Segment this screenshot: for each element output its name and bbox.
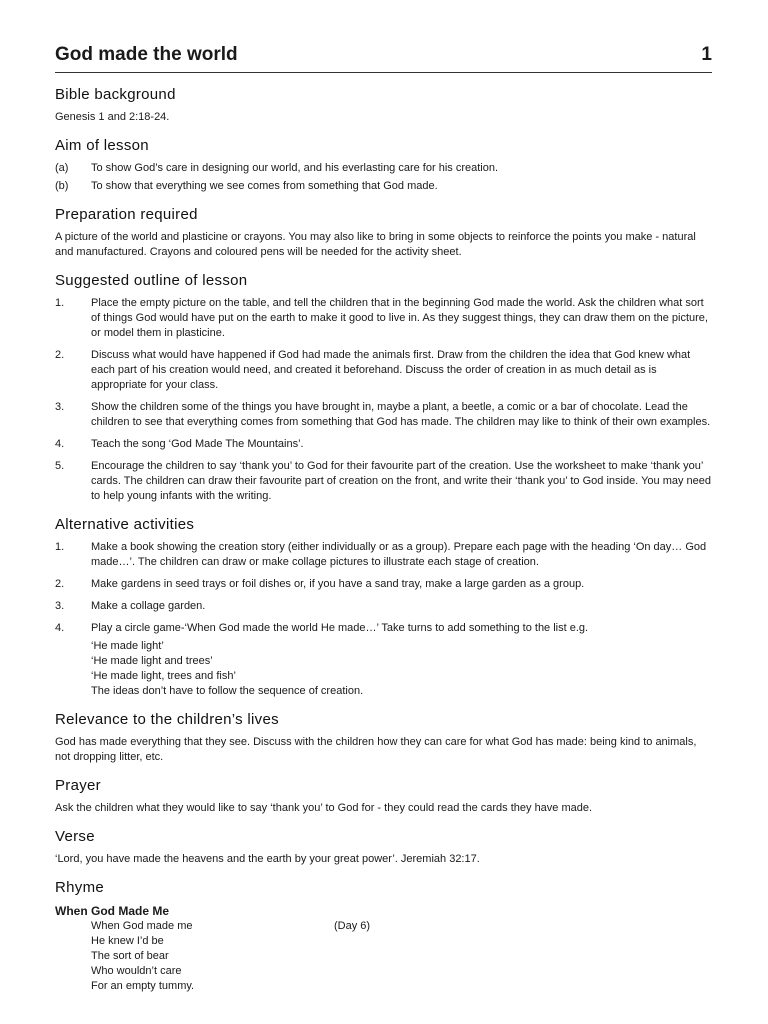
item-label: 3. xyxy=(55,401,65,413)
item-text: Place the empty picture on the table, and tell the children that in the beginning God made the world. Ask the children what sort of things God would have put on the earth to make it good to live in. As they suggest things, they can draw them on the picture, or model them in plasticine. xyxy=(91,297,708,339)
rhyme-title: When God Made Me xyxy=(55,904,169,918)
item-label: (b) xyxy=(55,180,69,192)
example-line: ‘He made light, trees and fish’ xyxy=(91,670,236,682)
verse-text: ‘Lord, you have made the heavens and the earth by your great power’. Jeremiah 32:17. xyxy=(55,853,480,865)
item-label: 2. xyxy=(55,349,65,361)
section-heading: Verse xyxy=(55,828,95,845)
item-text: Discuss what would have happened if God had made the animals first. Draw from the children the idea that God knew what each part of his creation would need, and created it beforehand. Discuss the order of creation in as much detail as is appropriate for your class. xyxy=(91,349,691,391)
lesson-content xyxy=(55,84,712,1004)
section-heading: Alternative activities xyxy=(55,516,195,533)
section-verse xyxy=(55,826,712,867)
item-label: 1. xyxy=(55,541,65,553)
section-heading: Aim of lesson xyxy=(55,137,149,154)
prayer-text: Ask the children what they would like to say ‘thank you’ to God for - they could read the cards they have made. xyxy=(55,802,593,814)
example-line: ‘He made light’ xyxy=(91,640,164,652)
section-aim xyxy=(55,135,712,194)
section-rhyme xyxy=(55,877,712,994)
page-number: 1 xyxy=(701,44,712,65)
list-item xyxy=(55,161,712,176)
rhyme-line: Who wouldn’t care xyxy=(91,965,182,977)
item-text: Make gardens in seed trays or foil dishes or, if you have a sand tray, make a large garden as a group. xyxy=(91,578,585,590)
item-text: Show the children some of the things you have brought in, maybe a plant, a beetle, a comic or a bar of chocolate. Lead the children to see that everything comes from something that God has made. The children may like to think of their own examples. xyxy=(91,401,711,428)
item-text: Teach the song ‘God Made The Mountains’. xyxy=(91,438,304,450)
section-heading: Relevance to the children’s lives xyxy=(55,711,279,728)
rhyme-line: He knew I’d be xyxy=(91,935,164,947)
section-outline xyxy=(55,270,712,504)
rhyme-day: (Day 6) xyxy=(334,920,371,932)
rhyme-line xyxy=(55,919,712,934)
section-prayer xyxy=(55,775,712,816)
page-header xyxy=(55,43,712,67)
section-heading: Rhyme xyxy=(55,879,105,896)
item-text: To show God’s care in designing our world, and his everlasting care for his creation. xyxy=(91,162,499,174)
list-item xyxy=(55,540,712,570)
list-item xyxy=(55,296,712,341)
preparation-text: A picture of the world and plasticine or crayons. You may also like to bring in some objects to reinforce the points you make - natural and manufactured. Crayons and coloured pens will be needed for the activity sheet. xyxy=(55,231,696,258)
item-label: 5. xyxy=(55,460,65,472)
list-item xyxy=(55,348,712,393)
rhyme-line: For an empty tummy. xyxy=(91,980,195,992)
section-bible-background xyxy=(55,84,712,125)
item-label: 2. xyxy=(55,578,65,590)
item-text: Make a collage garden. xyxy=(91,600,206,612)
list-item xyxy=(55,459,712,504)
relevance-text: God has made everything that they see. Discuss with the children how they can care for what God has made: being kind to animals, not dropping litter, etc. xyxy=(55,736,697,763)
example-line: ‘He made light and trees’ xyxy=(91,655,213,667)
bible-reference: Genesis 1 and 2:18-24. xyxy=(55,111,170,123)
list-item xyxy=(55,599,712,614)
section-preparation xyxy=(55,204,712,260)
section-heading: Bible background xyxy=(55,86,176,103)
rhyme-line: The sort of bear xyxy=(91,950,169,962)
item-label: 1. xyxy=(55,297,65,309)
section-heading: Suggested outline of lesson xyxy=(55,272,248,289)
item-text: Encourage the children to say ‘thank you’ to God for their favourite part of the creation. Use the worksheet to make ‘thank you’ cards. The children can draw their favourite part of creation on the front, and write their ‘thank you’ to God inside. You may need to help young infants with the writing. xyxy=(91,460,712,502)
item-text: Make a book showing the creation story (either individually or as a group). Prepare each page with the heading ‘On day… God made…’. The children can draw or make collage pictures to illustrate each stage of creation. xyxy=(91,541,707,568)
section-heading: Prayer xyxy=(55,777,101,794)
item-label: 3. xyxy=(55,600,65,612)
item-label: 4. xyxy=(55,622,65,634)
section-alternative xyxy=(55,514,712,699)
item-text: Play a circle game-‘When God made the world He made…’ Take turns to add something to the list e.g. xyxy=(91,622,589,634)
list-item xyxy=(55,179,712,194)
section-heading: Preparation required xyxy=(55,206,198,223)
section-relevance xyxy=(55,709,712,765)
rhyme-line-text: When God made me xyxy=(91,920,193,932)
item-text: To show that everything we see comes from something that God made. xyxy=(91,180,438,192)
item-label: (a) xyxy=(55,162,69,174)
page-title: God made the world xyxy=(55,44,238,65)
list-item xyxy=(55,621,712,636)
list-item xyxy=(55,400,712,430)
item-label: 4. xyxy=(55,438,65,450)
list-item xyxy=(55,437,712,452)
example-note: The ideas don’t have to follow the sequence of creation. xyxy=(91,685,364,697)
header-rule xyxy=(55,72,712,73)
list-item xyxy=(55,577,712,592)
